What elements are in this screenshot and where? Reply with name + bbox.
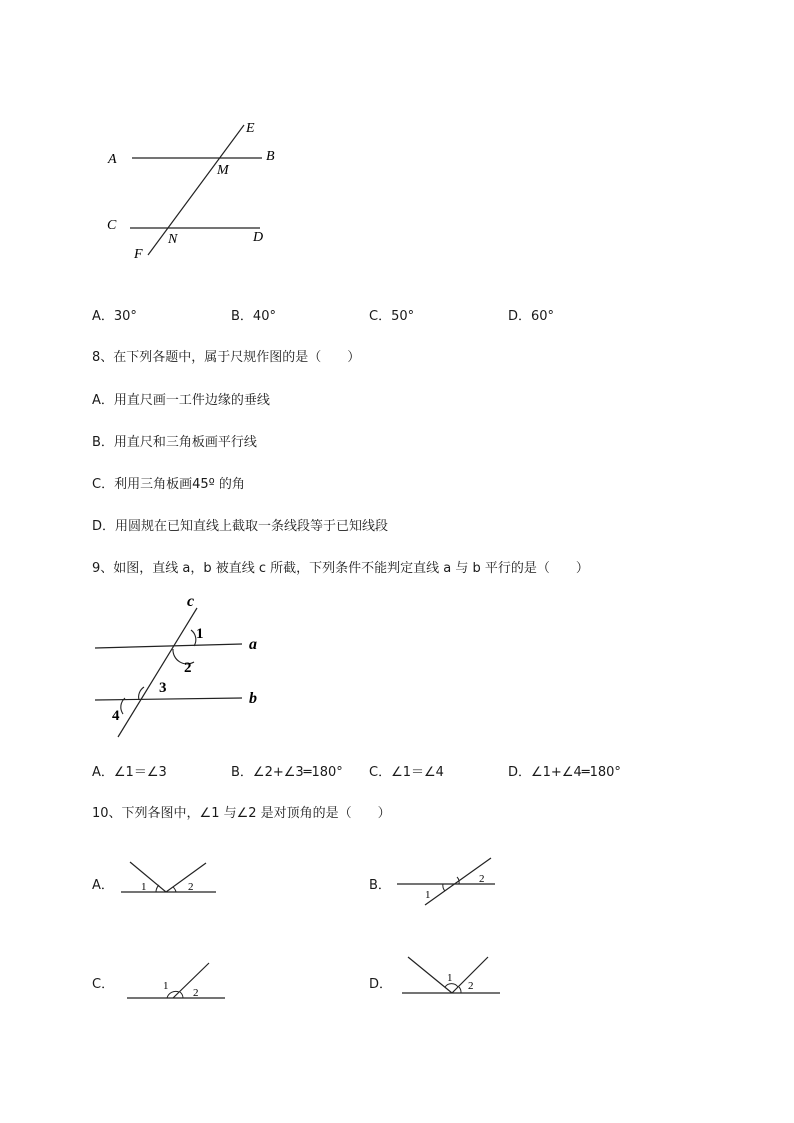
q7-option-c[interactable]: C．50° <box>369 309 415 324</box>
q10-option-a-label[interactable]: A． <box>92 878 114 893</box>
q10-c-num1: 1 <box>163 980 169 992</box>
q8-option-c[interactable]: C．利用三角板画45º 的角 <box>92 477 245 492</box>
label-a: a <box>249 636 257 653</box>
angle-label-1: 1 <box>196 626 204 642</box>
angle-label-2: 2 <box>184 660 192 676</box>
label-b: b <box>249 690 257 707</box>
q10-a-num2: 2 <box>188 881 194 893</box>
label-E: E <box>246 121 255 136</box>
q10-figure-b[interactable] <box>395 855 497 909</box>
figure-lines-a-b-cut-by-c <box>90 590 280 740</box>
q9-option-b[interactable]: B．∠2+∠3═180° <box>231 765 343 780</box>
q7-option-b[interactable]: B．40° <box>231 309 276 324</box>
angle-label-3: 3 <box>159 680 167 696</box>
q9-option-d[interactable]: D．∠1+∠4═180° <box>508 765 621 780</box>
label-D: D <box>253 230 264 245</box>
q7-option-a[interactable]: A．30° <box>92 309 137 324</box>
q10-a-num1: 1 <box>141 881 147 893</box>
q8-option-b[interactable]: B．用直尺和三角板画平行线 <box>92 435 257 450</box>
q7-option-d[interactable]: D．60° <box>508 309 555 324</box>
angle-label-4: 4 <box>112 708 120 724</box>
q10-d-num1: 1 <box>447 972 453 984</box>
label-B: B <box>266 149 275 164</box>
q9-option-c[interactable]: C．∠1＝∠4 <box>369 765 444 780</box>
q9-stem: 9、如图，直线 a，b 被直线 c 所截，下列条件不能判定直线 a 与 b 平行的是（ ） <box>92 561 589 576</box>
figure-parallel-lines-transversal <box>100 115 300 265</box>
label-C: C <box>107 218 117 233</box>
q10-option-b-label[interactable]: B． <box>369 878 391 893</box>
label-c: c <box>187 593 195 610</box>
q8-option-a[interactable]: A．用直尺画一工件边缘的垂线 <box>92 393 270 408</box>
q10-option-c-label[interactable]: C． <box>92 977 115 992</box>
q10-d-num2: 2 <box>468 980 474 992</box>
q10-figure-c[interactable] <box>125 958 227 1004</box>
q10-figure-a[interactable] <box>118 856 220 898</box>
q10-b-num1: 1 <box>425 889 431 901</box>
q10-c-num2: 2 <box>193 987 199 999</box>
q9-option-a[interactable]: A．∠1＝∠3 <box>92 765 167 780</box>
label-A: A <box>108 152 117 167</box>
q10-option-d-label[interactable]: D． <box>369 977 393 992</box>
q10-b-num2: 2 <box>479 873 485 885</box>
q8-option-d[interactable]: D．用圆规在已知直线上截取一条线段等于已知线段 <box>92 519 389 534</box>
label-M: M <box>217 163 229 178</box>
q8-stem: 8、在下列各题中，属于尺规作图的是（ ） <box>92 350 361 365</box>
label-N: N <box>168 232 178 247</box>
q10-figure-d[interactable] <box>400 952 502 998</box>
label-F: F <box>134 247 143 262</box>
q10-stem: 10、下列各图中，∠1 与∠2 是对顶角的是（ ） <box>92 806 391 821</box>
